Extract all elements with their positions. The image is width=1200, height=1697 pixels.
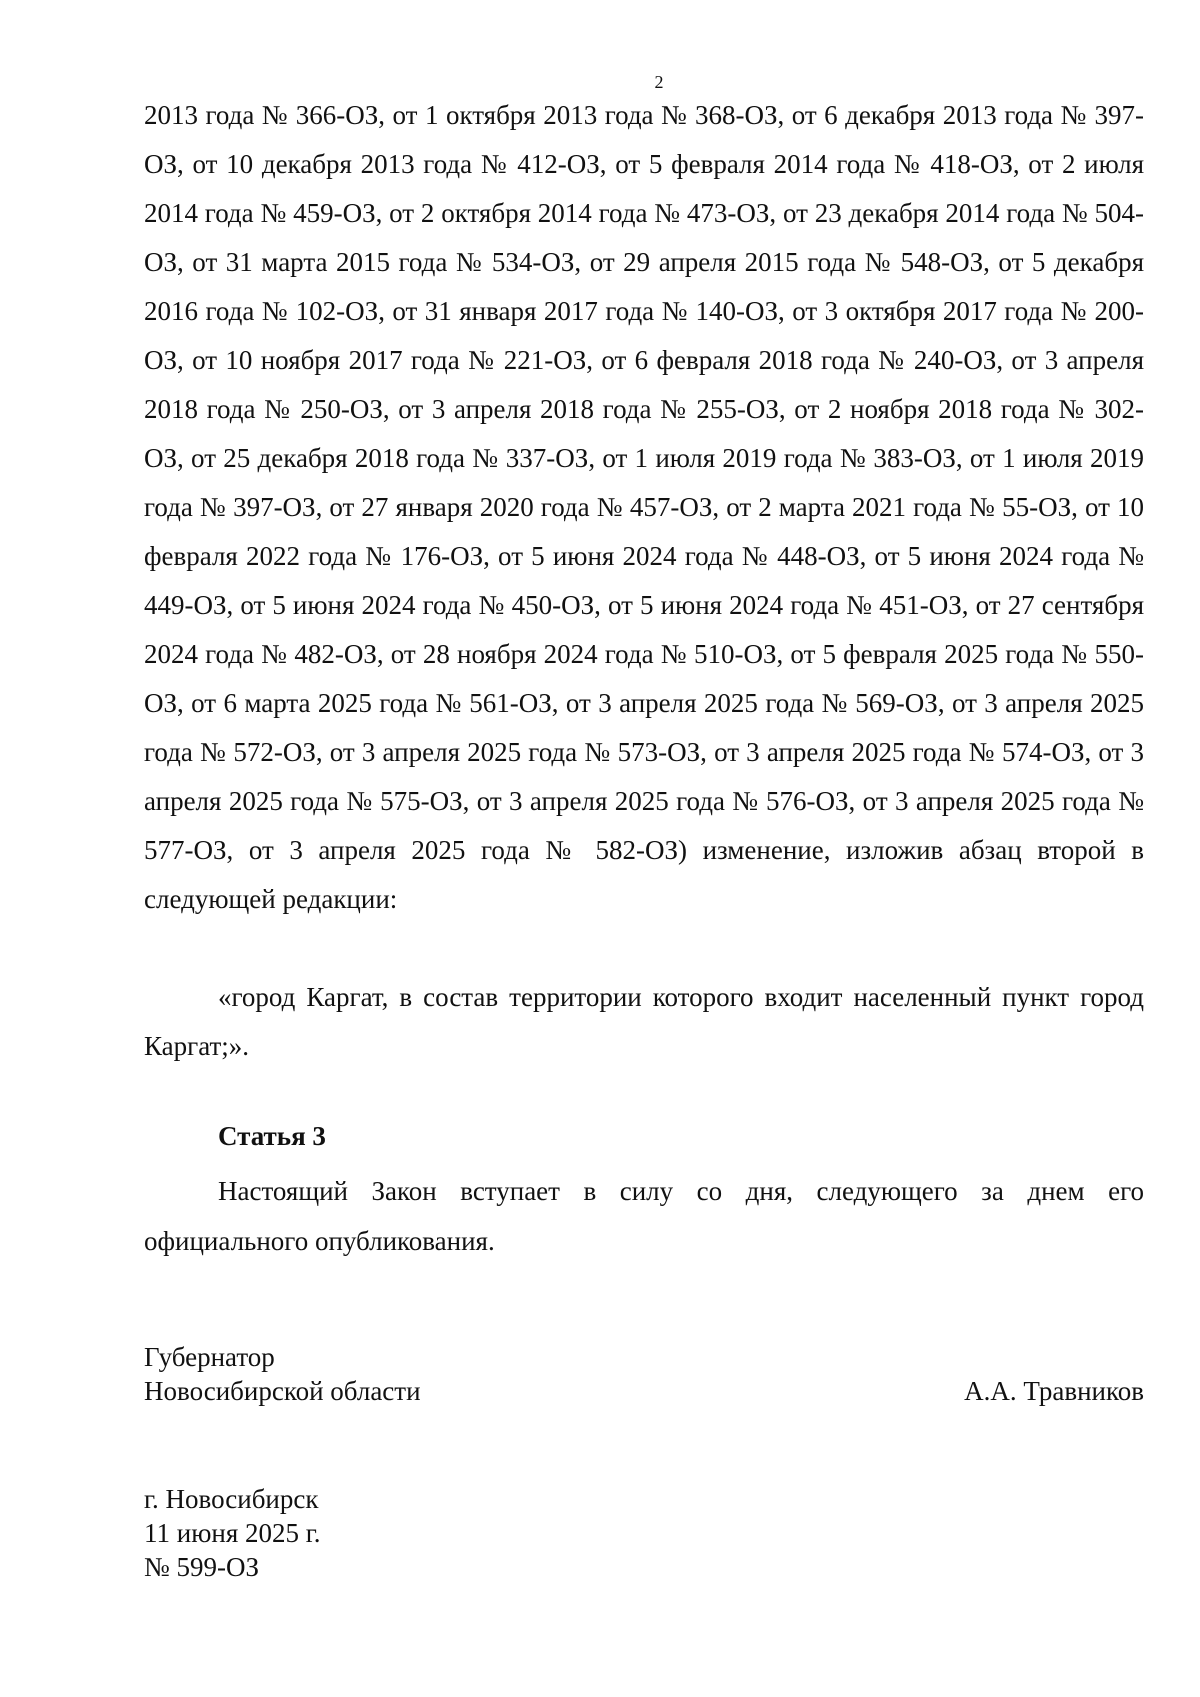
signer-name: А.А. Травников xyxy=(964,1376,1144,1406)
amendment-paragraph: 2013 года № 366-ОЗ, от 1 октября 2013 года № 368-ОЗ, от 6 декабря 2013 года № 397-ОЗ, от 10 декабря 2013 года № 412-ОЗ, от 5 февраля 2014 года № 418-ОЗ, от 2 июля 2014 года № 459-ОЗ, от 2 октября 2014 года № 473-ОЗ, от 23 декабря 2014 года № 504-ОЗ, от 31 марта 2015 года № 534-ОЗ, от 29 апреля 2015 года № 548-ОЗ, от 5 декабря 2016 года № 102-ОЗ, от 31 января 2017 года № 140-ОЗ, от 3 октября 2017 года № 200-ОЗ, от 10 ноября 2017 года № 221-ОЗ, от 6 февраля 2018 года № 240-ОЗ, от 3 апреля 2018 года № 250-ОЗ, от 3 апреля 2018 года № 255-ОЗ, от 2 ноября 2018 года № 302-ОЗ, от 25 декабря 2018 года № 337-ОЗ, от 1 июля 2019 года № 383-ОЗ, от 1 июля 2019 года № 397-ОЗ, от 27 января 2020 года № 457-ОЗ, от 2 марта 2021 года № 55-ОЗ, от 10 февраля 2022 года № 176-ОЗ, от 5 июня 2024 года № 448-ОЗ, от 5 июня 2024 года № 449-ОЗ, от 5 июня 2024 года № 450-ОЗ, от 5 июня 2024 года № 451-ОЗ, от 27 сентября 2024 года № 482-ОЗ, от 28 ноября 2024 года № 510-ОЗ, от 5 февраля 2025 года № 550-ОЗ, от 6 марта 2025 года № 561-ОЗ, от 3 апреля 2025 года № 569-ОЗ, от 3 апреля 2025 года № 572-ОЗ, от 3 апреля 2025 года № 573-ОЗ, от 3 апреля 2025 года № 574-ОЗ, от 3 апреля 2025 года № 575-ОЗ, от 3 апреля 2025 года № 576-ОЗ, от 3 апреля 2025 года № 577-ОЗ, от 3 апреля 2025 года № 582-ОЗ) изменение, изложив абзац второй в следующей редакции: xyxy=(144,100,1144,914)
signer-title-line1: Губернатор xyxy=(144,1342,275,1372)
signing-date: 11 июня 2025 г. xyxy=(144,1518,321,1548)
page-number: 2 xyxy=(654,72,664,92)
quoted-wording-paragraph: «город Каргат, в состав территории которого входит населенный пункт город Каргат;». xyxy=(144,982,1144,1061)
law-number: № 599-ОЗ xyxy=(144,1552,260,1582)
article-text: Настоящий Закон вступает в силу со дня, следующего за днем его официального опубликования. xyxy=(144,1176,1144,1256)
signature-block xyxy=(144,1340,1144,1408)
place-date-block xyxy=(144,1482,321,1584)
article-heading: Статья 3 xyxy=(218,1121,326,1151)
signing-city: г. Новосибирск xyxy=(144,1484,319,1514)
signer-title-line2: Новосибирской области xyxy=(144,1376,421,1406)
